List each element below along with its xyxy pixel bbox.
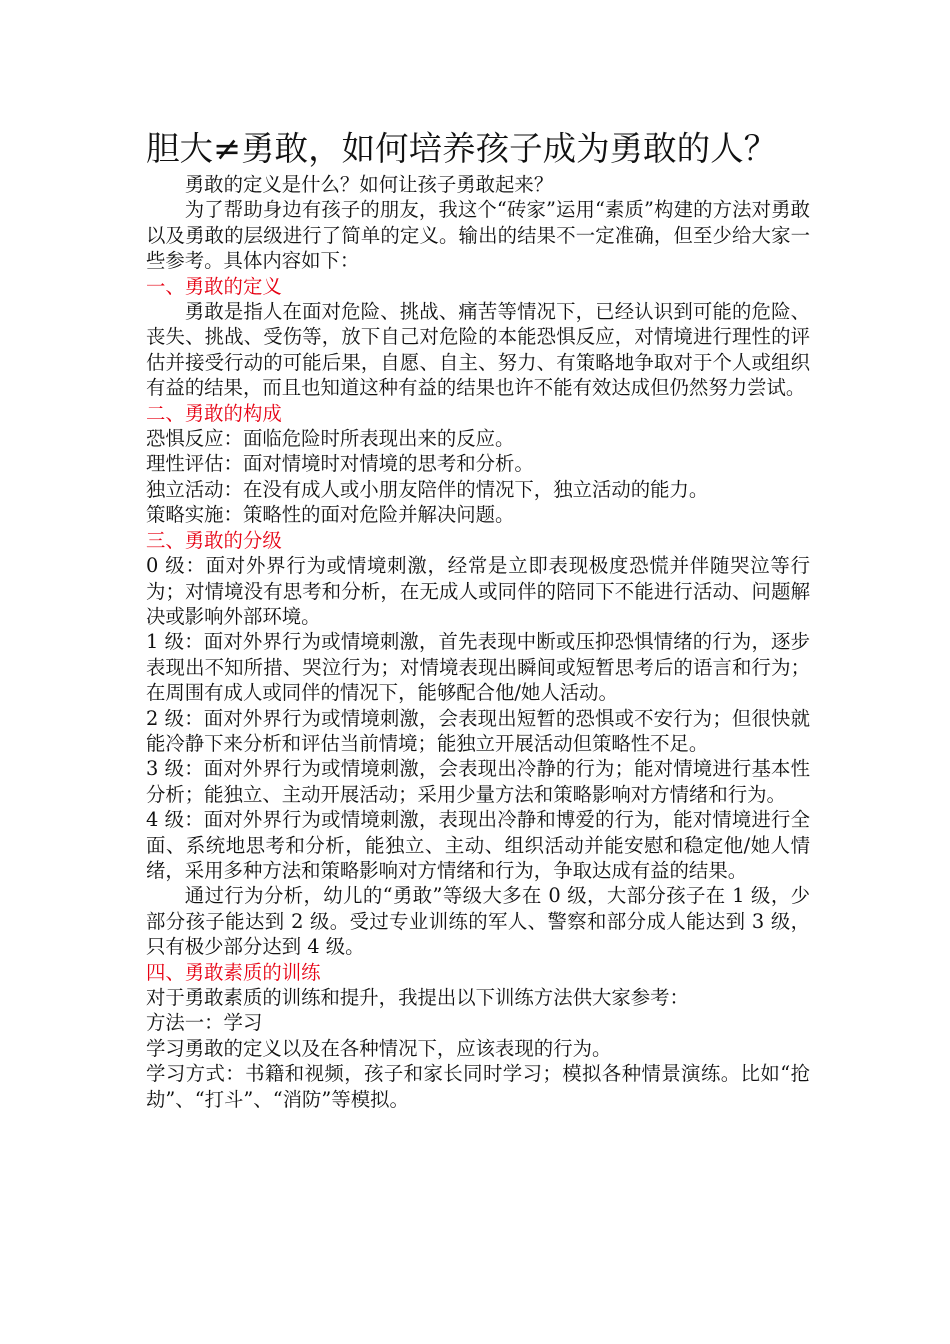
composition-item: 理性评估：面对情境时对情境的思考和分析。: [146, 452, 534, 476]
level-paragraph: 4 级：面对外界行为或情境刺激，表现出冷静和博爱的行为，能对情境进行全面、系统地思考和分析，能独立、主动、组织活动并能安慰和稳定他/她人情绪，采用多种方法和策略影响对方情绪和行为，争取达成有益的结果。: [146, 808, 810, 882]
composition-item: 独立活动：在没有成人或小朋友陪伴的情况下，独立活动的能力。: [146, 477, 709, 501]
intro-paragraph: 为了帮助身边有孩子的朋友，我这个“砖家”运用“素质”构建的方法对勇敢以及勇敢的层级进行了简单的定义。输出的结果不一定准确，但至少给大家一些参考。具体内容如下：: [146, 198, 810, 273]
composition-item: 策略实施：策略性的面对危险并解决问题。: [146, 503, 515, 527]
article-body: [146, 172, 810, 1112]
section-heading-definition: 一、勇敢的定义: [146, 274, 282, 298]
training-line: 学习方式：书籍和视频，孩子和家长同时学习；模拟各种情景演练。比如“抢劫”、“打斗”、“消防”等模拟。: [146, 1062, 810, 1111]
level-paragraph: 0 级：面对外界行为或情境刺激，经常是立即表现极度恐慌并伴随哭泣等行为；对情境没有思考和分析，在无成人或同伴的陪同下不能进行活动、问题解决或影响外部环境。: [146, 554, 810, 628]
page-title: 胆大≠勇敢，如何培养孩子成为勇敢的人？: [146, 129, 778, 168]
training-line: 学习勇敢的定义以及在各种情况下，应该表现的行为。: [146, 1036, 612, 1060]
level-paragraph: 1 级：面对外界行为或情境刺激，首先表现中断或压抑恐惧情绪的行为，逐步表现出不知所措、哭泣行为；对情境表现出瞬间或短暂思考后的语言和行为；在周围有成人或同伴的情况下，能够配合他/她人活动。: [146, 630, 810, 705]
levels-summary: 通过行为分析，幼儿的“勇敢”等级大多在 0 级，大部分孩子在 1 级，少部分孩子能达到 2 级。受过专业训练的军人、警察和部分成人能达到 3 级，只有极少部分达到 4 级。: [146, 884, 810, 959]
section-heading-training: 四、勇敢素质的训练: [146, 960, 321, 984]
intro-question: 勇敢的定义是什么？如何让孩子勇敢起来？: [184, 173, 554, 196]
level-paragraph: 3 级：面对外界行为或情境刺激，会表现出冷静的行为；能对情境进行基本性分析；能独立、主动开展活动；采用少量方法和策略影响对方情绪和行为。: [146, 757, 810, 806]
section-heading-levels: 三、勇敢的分级: [146, 528, 282, 552]
training-line: 方法一：学习: [146, 1011, 263, 1035]
composition-item: 恐惧反应：面临危险时所表现出来的反应。: [146, 427, 515, 451]
definition-paragraph: 勇敢是指人在面对危险、挑战、痛苦等情况下，已经认识到可能的危险、丧失、挑战、受伤等，放下自己对危险的本能恐惧反应，对情境进行理性的评估并接受行动的可能后果，自愿、自主、努力、有策略地争取对于个人或组织有益的结果，而且也知道这种有益的结果也许不能有效达成但仍然努力尝试。: [146, 300, 810, 400]
section-heading-composition: 二、勇敢的构成: [146, 401, 282, 425]
level-paragraph: 2 级：面对外界行为或情境刺激，会表现出短暂的恐惧或不安行为；但很快就能冷静下来分析和评估当前情境；能独立开展活动但策略性不足。: [146, 706, 810, 755]
training-line: 对于勇敢素质的训练和提升，我提出以下训练方法供大家参考：: [146, 986, 689, 1009]
